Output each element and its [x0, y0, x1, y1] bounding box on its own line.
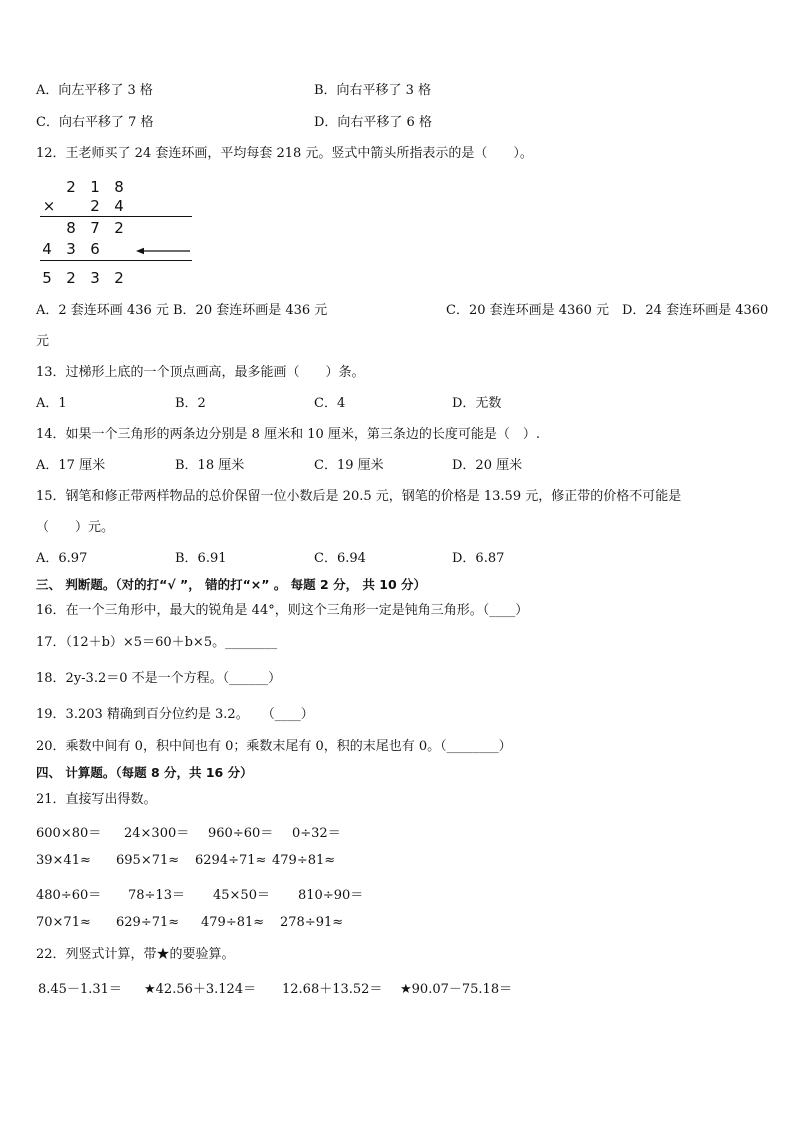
- calc-item: 45×50＝: [213, 888, 270, 903]
- calc-item: 0÷32＝: [292, 826, 341, 841]
- calc-item: 479÷81≈: [272, 853, 336, 868]
- calc-item: 600×80＝: [36, 826, 102, 841]
- q16-statement: 16．在一个三角形中，最大的锐角是 44°，则这个三角形一定是钝角三角形。（____）: [36, 603, 529, 618]
- q15-stem: 15．钢笔和修正带两样物品的总价保留一位小数后是 20.5 元，钢笔的价格是 13.59 元，修正带的价格不可能是: [36, 489, 682, 504]
- digit: 2: [90, 197, 100, 215]
- digit: 7: [90, 219, 100, 237]
- digit: 2: [66, 269, 76, 287]
- q15-option-c[interactable]: C．6.94: [314, 551, 366, 566]
- calc-item: 278÷91≈: [280, 915, 344, 930]
- calc-item: 480÷60＝: [36, 888, 102, 903]
- section-3-heading: 三、 判断题。（对的打“√ ”， 错的打“×” 。 每题 2 分， 共 10 分）: [36, 577, 427, 592]
- q11-option-a[interactable]: A．向左平移了 3 格: [36, 83, 153, 98]
- q11-option-d[interactable]: D．向右平移了 6 格: [314, 115, 432, 130]
- q21-stem: 21．直接写出得数。: [36, 792, 157, 807]
- q22-stem: 22．列竖式计算，带★的要验算。: [36, 947, 235, 962]
- calc-item: 39×41≈: [36, 853, 91, 868]
- digit: 4: [114, 197, 124, 215]
- calc-item: 810÷90＝: [298, 888, 364, 903]
- q13-option-c[interactable]: C．4: [314, 396, 346, 411]
- q15-option-a[interactable]: A．6.97: [36, 551, 88, 566]
- digit: 4: [42, 240, 52, 258]
- q13-option-b[interactable]: B．2: [175, 396, 206, 411]
- q13-stem: 13．过梯形上底的一个顶点画高，最多能画（ ）条。: [36, 365, 365, 380]
- multiply-sign: ×: [42, 197, 56, 215]
- vertical-rule-2: [40, 260, 192, 261]
- q12-options-cd[interactable]: C．20 套连环画是 4360 元 D．24 套连环画是 4360: [446, 303, 769, 318]
- digit: 3: [90, 269, 100, 287]
- calc-item: 24×300＝: [124, 826, 190, 841]
- vertical-row-partial-1: [36, 219, 236, 239]
- q12-stem: 12．王老师买了 24 套连环画，平均每套 218 元。竖式中箭头所指表示的是（ ）。: [36, 146, 533, 161]
- section-4-heading: 四、 计算题。（每题 8 分，共 16 分）: [36, 765, 253, 780]
- q12-options-tail: 元: [36, 334, 50, 349]
- q14-stem: 14．如果一个三角形的两条边分别是 8 厘米和 10 厘米，第三条边的长度可能是（ ）.: [36, 427, 541, 442]
- q19-statement: 19．3.203 精确到百分位约是 3.2。 （____）: [36, 707, 314, 722]
- calc-item: ★90.07－75.18＝: [400, 982, 513, 997]
- vertical-rule-1: [40, 216, 192, 217]
- calc-item: ★42.56＋3.124＝: [144, 982, 257, 997]
- q11-option-c[interactable]: C．向右平移了 7 格: [36, 115, 154, 130]
- q14-option-d[interactable]: D．20 厘米: [452, 458, 523, 473]
- calc-item: 6294÷71≈: [195, 853, 267, 868]
- q15-option-d[interactable]: D．6.87: [452, 551, 505, 566]
- calc-item: 70×71≈: [36, 915, 91, 930]
- q15-option-b[interactable]: B．6.91: [175, 551, 227, 566]
- q11-option-b[interactable]: B．向右平移了 3 格: [314, 83, 432, 98]
- q12-options-ab[interactable]: A．2 套连环画 436 元 B．20 套连环画是 436 元: [36, 303, 328, 318]
- q20-statement: 20．乘数中间有 0，积中间也有 0；乘数末尾有 0，积的末尾也有 0。（________）: [36, 739, 512, 754]
- calc-item: 695×71≈: [116, 853, 180, 868]
- q13-option-a[interactable]: A．1: [36, 396, 67, 411]
- left-arrow-icon: [136, 247, 190, 255]
- digit: 2: [114, 269, 124, 287]
- q13-option-d[interactable]: D．无数: [452, 396, 502, 411]
- digit: 1: [90, 178, 100, 196]
- vertical-row-product: [36, 269, 236, 289]
- q17-statement: 17．（12＋b）×5＝60＋b×5。________: [36, 635, 278, 650]
- calc-item: 960÷60＝: [208, 826, 274, 841]
- digit: 6: [90, 240, 100, 258]
- digit: 3: [66, 240, 76, 258]
- calc-item: 12.68＋13.52＝: [282, 982, 383, 997]
- q18-statement: 18．2y-3.2＝0 不是一个方程。（______）: [36, 671, 282, 686]
- q12-vertical-multiplication: [36, 172, 236, 292]
- digit: 2: [66, 178, 76, 196]
- digit: 8: [114, 178, 124, 196]
- digit: 2: [114, 219, 124, 237]
- digit: 5: [42, 269, 52, 287]
- calc-item: 479÷81≈: [201, 915, 265, 930]
- calc-item: 629÷71≈: [116, 915, 180, 930]
- q14-option-b[interactable]: B．18 厘米: [175, 458, 245, 473]
- digit: 8: [66, 219, 76, 237]
- vertical-row-multiplier: [36, 197, 236, 217]
- calc-item: 8.45－1.31＝: [38, 982, 122, 997]
- q14-option-c[interactable]: C．19 厘米: [314, 458, 384, 473]
- q15-stem-continued: （ ）元。: [36, 520, 115, 535]
- vertical-row-multiplicand: [36, 178, 236, 198]
- q14-option-a[interactable]: A．17 厘米: [36, 458, 106, 473]
- calc-item: 78÷13＝: [128, 888, 185, 903]
